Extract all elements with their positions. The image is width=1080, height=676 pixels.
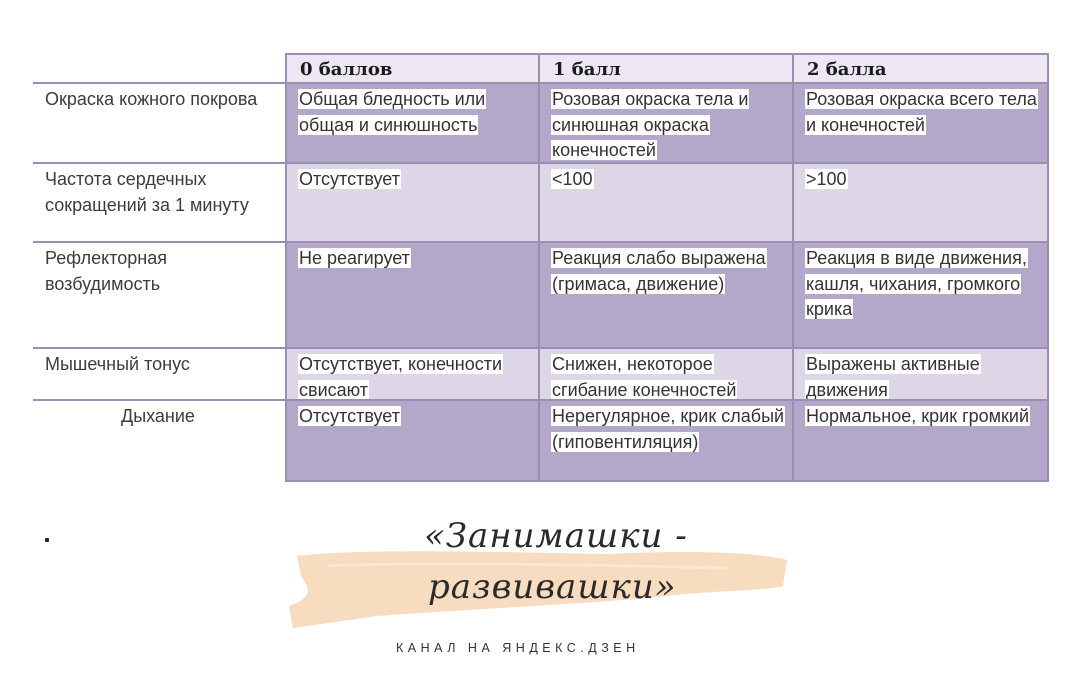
grid-line bbox=[33, 347, 1049, 349]
grid-line bbox=[538, 53, 540, 482]
row-label-heart-rate: Частота сердечных сокращений за 1 минуту bbox=[45, 169, 249, 215]
grid-line bbox=[33, 399, 1049, 401]
cell-r1-c0: Общая бледность или общая и синюшность bbox=[286, 83, 539, 163]
grid-line bbox=[33, 162, 1049, 164]
grid-line bbox=[792, 53, 794, 482]
row-label-muscle-tone: Мышечный тонус bbox=[45, 354, 190, 374]
dot-mark bbox=[45, 538, 49, 542]
cell-r5-c1: Нерегулярное, крик слабый (гиповентиляция) bbox=[539, 400, 793, 482]
cell-r5-c0: Отсутствует bbox=[286, 400, 539, 482]
cell-r3-c2: Реакция в виде движения, кашля, чихания, громкого крика bbox=[793, 242, 1049, 348]
channel-caption: КАНАЛ НА ЯНДЕКС.ДЗЕН bbox=[396, 641, 640, 655]
row-label-reflex: Рефлекторная возбудимость bbox=[45, 248, 167, 294]
cell-r2-c1: <100 bbox=[539, 163, 793, 242]
header-2: 2 балла bbox=[793, 53, 1049, 83]
cell-r3-c0: Не реагирует bbox=[286, 242, 539, 348]
header-1: 1 балл bbox=[539, 53, 793, 83]
logo-line-1: «Занимашки - bbox=[424, 516, 688, 556]
cell-r2-c0: Отсутствует bbox=[286, 163, 539, 242]
header-0: 0 баллов bbox=[286, 53, 539, 83]
logo-line-2: развивашки» bbox=[428, 567, 677, 607]
grid-line bbox=[33, 82, 1049, 84]
grid-line bbox=[286, 53, 1049, 55]
cell-r1-c1: Розовая окраска тела и синюшная окраска конечностей bbox=[539, 83, 793, 163]
row-label-skin: Окраска кожного покрова bbox=[45, 89, 258, 109]
cell-r4-c0: Отсутствует, конечности свисают bbox=[286, 348, 539, 400]
grid-line bbox=[285, 53, 287, 482]
grid-line bbox=[1047, 53, 1049, 482]
cell-r4-c1: Снижен, некоторое сгибание конечностей bbox=[539, 348, 793, 400]
grid-line bbox=[33, 241, 1049, 243]
cell-r5-c2: Нормальное, крик громкий bbox=[793, 400, 1049, 482]
cell-r4-c2: Выражены активные движения bbox=[793, 348, 1049, 400]
grid-line bbox=[286, 480, 1049, 482]
apgar-table bbox=[33, 53, 1049, 482]
cell-r3-c1: Реакция слабо выражена (гримаса, движение) bbox=[539, 242, 793, 348]
row-label-breathing: Дыхание bbox=[121, 406, 195, 426]
cell-r1-c2: Розовая окраска всего тела и конечностей bbox=[793, 83, 1049, 163]
cell-r2-c2: >100 bbox=[793, 163, 1049, 242]
